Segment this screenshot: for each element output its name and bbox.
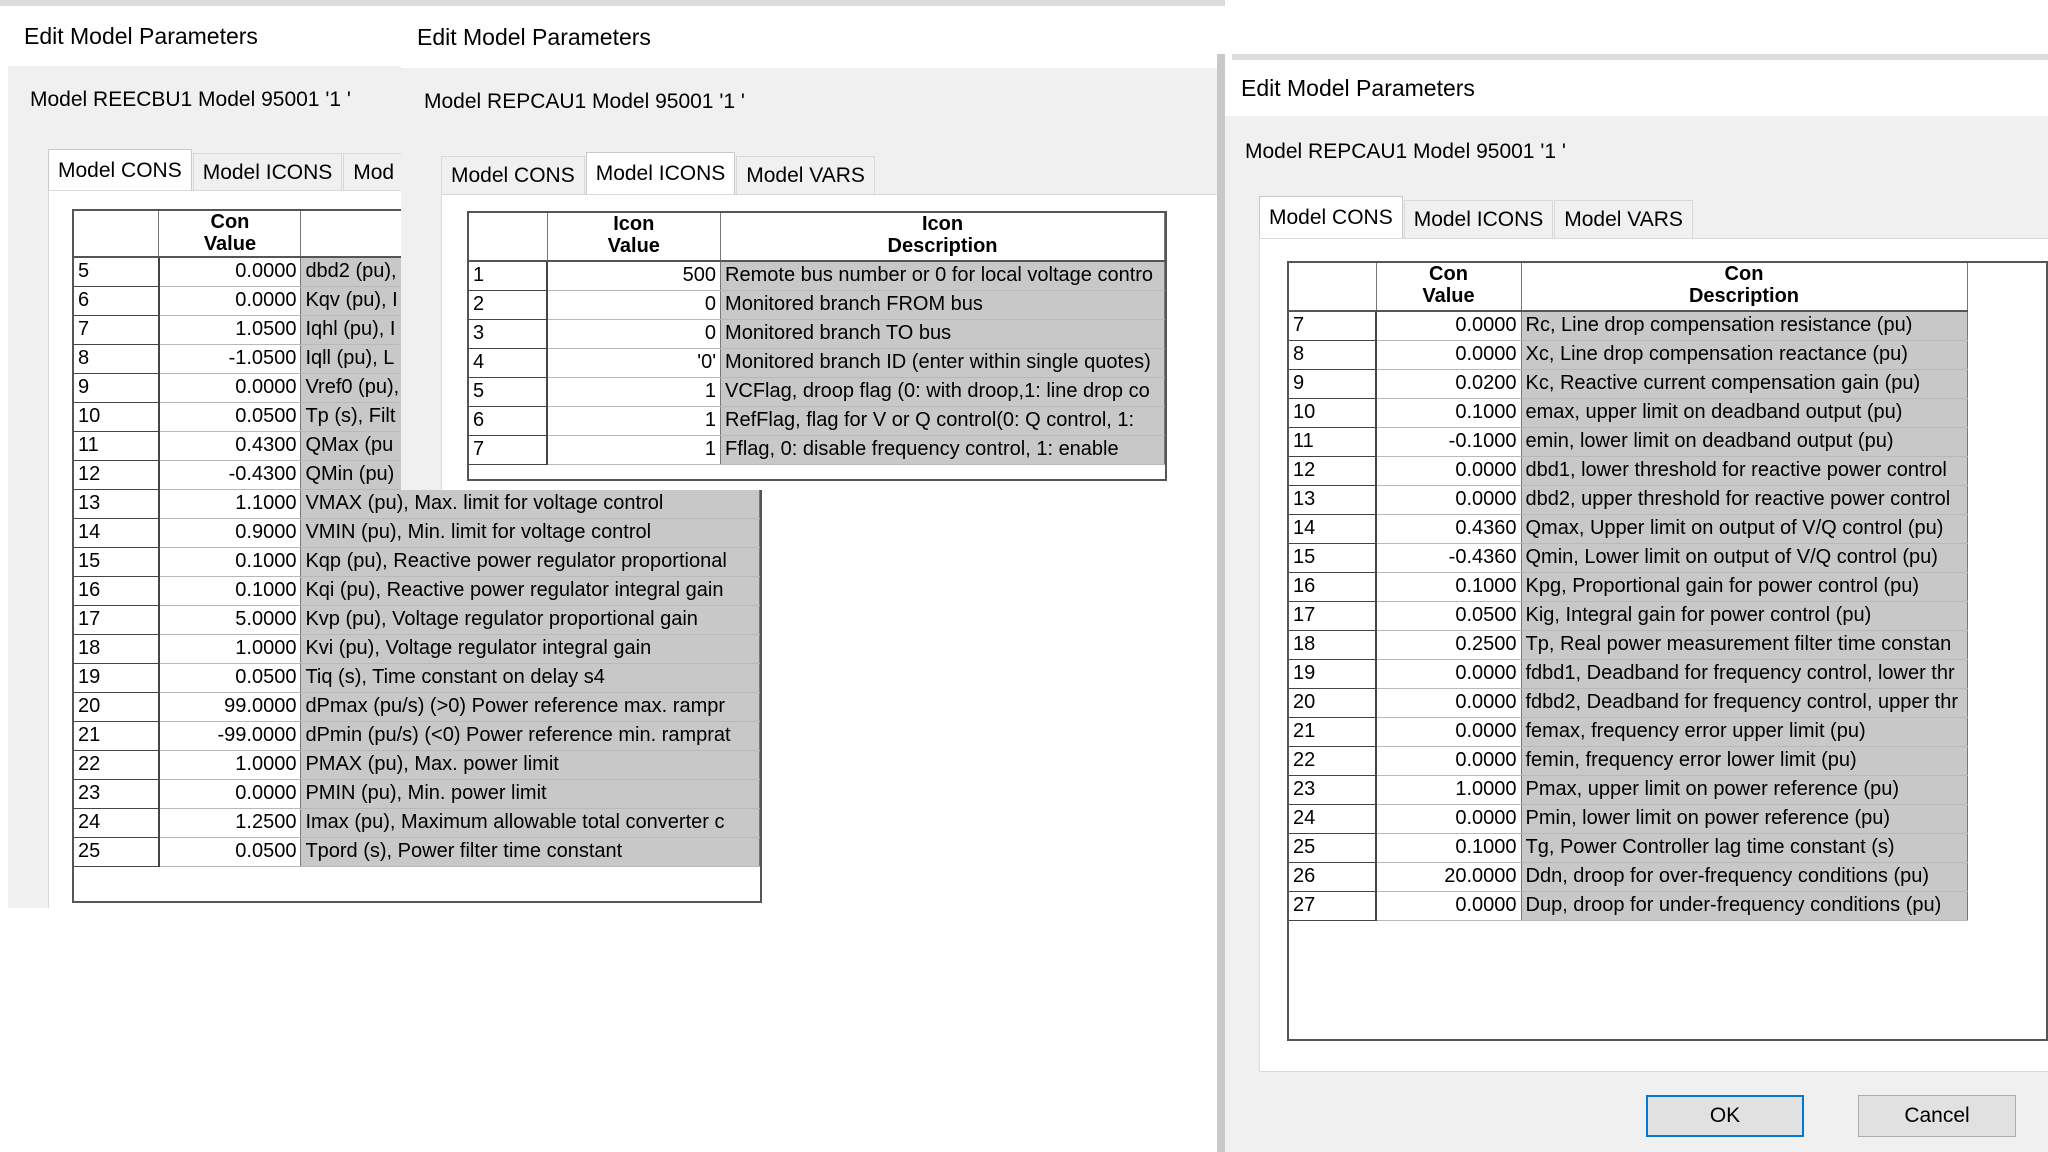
row-number-cell: 5 [469,377,547,406]
description-cell: Fflag, 0: disable frequency control, 1: enable [721,435,1165,464]
description-header: Con Description [1521,263,1967,311]
description-cell: femin, frequency error lower limit (pu) [1521,746,1967,775]
row-number-cell: 11 [74,431,159,460]
table-row[interactable] [1289,717,1967,746]
value-cell[interactable]: 0.0000 [1376,311,1521,340]
tab-model-icons[interactable]: Model ICONS [193,153,343,191]
value-cell[interactable]: 99.0000 [159,692,301,721]
row-number-cell: 3 [469,319,547,348]
value-header: Con Value [1376,263,1521,311]
value-cell[interactable]: 0.1000 [159,547,301,576]
value-cell[interactable]: 0.0000 [1376,746,1521,775]
table-row[interactable] [1289,891,1967,920]
tab-strip [441,152,876,194]
description-cell: fdbd1, Deadband for frequency control, lower thr [1521,659,1967,688]
value-cell[interactable]: 1.0000 [1376,775,1521,804]
row-number-cell: 19 [74,663,159,692]
description-header: Icon Description [721,213,1165,261]
description-cell: Tiq (s), Time constant on delay s4 [301,663,760,692]
table-row[interactable] [74,605,760,634]
value-cell[interactable]: 0.0500 [159,402,301,431]
ok-button[interactable]: OK [1646,1095,1804,1137]
corner-header [469,213,547,261]
value-cell[interactable]: 0.0000 [1376,340,1521,369]
value-cell[interactable]: 20.0000 [1376,862,1521,891]
row-number-cell: 15 [1289,543,1376,572]
dialog-title: Edit Model Parameters [1241,74,1475,101]
value-cell[interactable]: 1.0500 [159,315,301,344]
value-cell[interactable]: 0.4300 [159,431,301,460]
model-line: Model REECBU1 Model 95001 '1 ' [30,88,351,111]
row-number-cell: 10 [74,402,159,431]
description-cell: Tp, Real power measurement filter time constan [1521,630,1967,659]
table-row[interactable] [469,261,1165,290]
value-cell[interactable]: 0.0000 [1376,688,1521,717]
value-cell[interactable]: -0.4360 [1376,543,1521,572]
description-cell: Ddn, droop for over-frequency conditions (pu) [1521,862,1967,891]
value-cell[interactable]: 0 [547,290,720,319]
row-number-cell: 17 [74,605,159,634]
description-cell: Iqhl (pu), I [301,315,760,344]
row-number-cell: 16 [74,576,159,605]
value-cell[interactable]: 0.0000 [1376,659,1521,688]
tab-model-cons[interactable]: Model CONS [441,156,585,194]
tab-strip [48,149,405,191]
row-number-cell: 4 [469,348,547,377]
table-row[interactable] [469,377,1165,406]
table-row[interactable] [74,721,760,750]
description-cell: Monitored branch ID (enter within single quotes) [721,348,1165,377]
description-cell: Kqi (pu), Reactive power regulator integral gain [301,576,760,605]
row-number-cell: 10 [1289,398,1376,427]
table-row[interactable] [469,435,1165,464]
description-cell: Tg, Power Controller lag time constant (s) [1521,833,1967,862]
row-number-cell: 8 [1289,340,1376,369]
tab-model-cons[interactable]: Model CONS [1259,196,1403,238]
description-cell: Kqp (pu), Reactive power regulator proportional [301,547,760,576]
value-cell[interactable]: 0.0200 [1376,369,1521,398]
table-row[interactable] [74,634,760,663]
value-header: Icon Value [547,213,720,261]
table-row[interactable] [1289,804,1967,833]
icons-grid[interactable] [467,211,1167,481]
row-number-cell: 11 [1289,427,1376,456]
tab-model-vars[interactable]: Mod [343,153,404,191]
row-number-cell: 6 [469,406,547,435]
corner-header [74,211,159,257]
description-cell: Tpord (s), Power filter time constant [301,837,760,866]
row-number-cell: 2 [469,290,547,319]
description-cell: Kc, Reactive current compensation gain (pu) [1521,369,1967,398]
value-cell[interactable]: 0.0000 [159,373,301,402]
value-cell[interactable]: 500 [547,261,720,290]
table-row[interactable] [1289,369,1967,398]
description-cell: dbd2 (pu), [301,257,760,286]
table-row[interactable] [74,808,760,837]
value-cell[interactable]: 0.0000 [159,779,301,808]
row-number-cell: 23 [74,779,159,808]
description-cell: dbd2, upper threshold for reactive power control [1521,485,1967,514]
table-row[interactable] [1289,340,1967,369]
value-cell[interactable]: 5.0000 [159,605,301,634]
description-cell: emax, upper limit on deadband output (pu) [1521,398,1967,427]
row-number-cell: 7 [469,435,547,464]
table-row[interactable] [74,518,760,547]
description-cell: dPmax (pu/s) (>0) Power reference max. rampr [301,692,760,721]
table-row[interactable] [1289,311,1967,340]
value-cell[interactable]: '0' [547,348,720,377]
value-cell[interactable]: 0.0000 [1376,804,1521,833]
description-cell: Rc, Line drop compensation resistance (pu) [1521,311,1967,340]
value-cell[interactable]: 1 [547,406,720,435]
value-cell[interactable]: 0.9000 [159,518,301,547]
row-number-cell: 13 [74,489,159,518]
table-row[interactable] [1289,862,1967,891]
row-number-cell: 14 [74,518,159,547]
value-cell[interactable]: -99.0000 [159,721,301,750]
row-number-cell: 20 [1289,688,1376,717]
row-number-cell: 24 [1289,804,1376,833]
row-number-cell: 18 [74,634,159,663]
value-header: Con Value [159,211,301,257]
value-cell[interactable]: 1 [547,435,720,464]
row-number-cell: 26 [1289,862,1376,891]
table-row[interactable] [74,779,760,808]
row-number-cell: 22 [1289,746,1376,775]
description-cell: Imax (pu), Maximum allowable total converter c [301,808,760,837]
tab-model-icons[interactable]: Model ICONS [586,152,736,194]
row-number-cell: 17 [1289,601,1376,630]
description-cell: Kqv (pu), I [301,286,760,315]
description-cell: Kig, Integral gain for power control (pu) [1521,601,1967,630]
value-cell[interactable]: 1 [547,377,720,406]
row-number-cell: 13 [1289,485,1376,514]
table-row[interactable] [469,290,1165,319]
table-row[interactable] [74,750,760,779]
table-row[interactable] [469,348,1165,377]
table-row[interactable] [1289,398,1967,427]
value-cell[interactable]: -0.1000 [1376,427,1521,456]
row-number-cell: 25 [74,837,159,866]
value-cell[interactable]: 0.0500 [159,837,301,866]
tab-model-cons[interactable]: Model CONS [48,149,192,191]
description-cell: Pmin, lower limit on power reference (pu) [1521,804,1967,833]
tab-model-vars[interactable]: Model VARS [1554,200,1693,238]
table-row[interactable] [74,837,760,866]
row-number-cell: 19 [1289,659,1376,688]
table-row[interactable] [1289,746,1967,775]
table-row[interactable] [74,489,760,518]
background-app-edge [1217,54,1225,1152]
title-bar [1225,60,2048,116]
row-number-cell: 24 [74,808,159,837]
middle-dialog [401,6,1217,490]
table-row[interactable] [1289,572,1967,601]
value-cell[interactable]: 0.1000 [1376,833,1521,862]
value-cell[interactable]: 0.1000 [1376,572,1521,601]
table-row[interactable] [1289,601,1967,630]
description-cell: PMIN (pu), Min. power limit [301,779,760,808]
value-cell[interactable]: 0.0500 [159,663,301,692]
table-row[interactable] [1289,427,1967,456]
row-number-cell: 6 [74,286,159,315]
row-number-cell: 18 [1289,630,1376,659]
model-line: Model REPCAU1 Model 95001 '1 ' [424,90,745,113]
description-cell: Qmin, Lower limit on output of V/Q control (pu) [1521,543,1967,572]
description-cell: QMin (pu) [301,460,760,489]
row-number-cell: 8 [74,344,159,373]
row-number-cell: 12 [74,460,159,489]
description-cell: QMax (pu [301,431,760,460]
table-row[interactable] [1289,833,1967,862]
row-number-cell: 5 [74,257,159,286]
description-cell: Remote bus number or 0 for local voltage contro [721,261,1165,290]
row-number-cell: 21 [1289,717,1376,746]
dialog-title: Edit Model Parameters [417,23,651,50]
table-row[interactable] [74,576,760,605]
description-cell: emin, lower limit on deadband output (pu) [1521,427,1967,456]
cancel-button[interactable]: Cancel [1858,1095,2016,1137]
title-bar [401,6,1217,68]
description-cell: Tp (s), Filt [301,402,760,431]
row-number-cell: 16 [1289,572,1376,601]
right-dialog [1225,60,2048,1152]
row-number-cell: 7 [1289,311,1376,340]
table-row[interactable] [469,319,1165,348]
value-cell[interactable]: 0 [547,319,720,348]
table-row[interactable] [1289,485,1967,514]
value-cell[interactable]: 0.0000 [159,257,301,286]
description-cell: RefFlag, flag for V or Q control(0: Q control, 1: [721,406,1165,435]
value-cell[interactable]: 0.0000 [1376,717,1521,746]
description-cell: Pmax, upper limit on power reference (pu) [1521,775,1967,804]
model-line: Model REPCAU1 Model 95001 '1 ' [1245,140,1566,163]
table-row[interactable] [469,406,1165,435]
value-cell[interactable]: -1.0500 [159,344,301,373]
value-cell[interactable]: 0.2500 [1376,630,1521,659]
description-cell: Qmax, Upper limit on output of V/Q control (pu) [1521,514,1967,543]
description-cell: Dup, droop for under-frequency conditions (pu) [1521,891,1967,920]
description-cell: VCFlag, droop flag (0: with droop,1: line drop co [721,377,1165,406]
value-cell[interactable]: -0.4300 [159,460,301,489]
description-cell: PMAX (pu), Max. power limit [301,750,760,779]
row-number-cell: 9 [1289,369,1376,398]
row-number-cell: 27 [1289,891,1376,920]
row-number-cell: 7 [74,315,159,344]
description-cell: dPmin (pu/s) (<0) Power reference min. ramprat [301,721,760,750]
description-cell: Kvp (pu), Voltage regulator proportional gain [301,605,760,634]
table-row[interactable] [1289,630,1967,659]
table-row[interactable] [1289,514,1967,543]
value-cell[interactable]: 1.0000 [159,634,301,663]
value-cell[interactable]: 1.1000 [159,489,301,518]
value-cell[interactable]: 1.0000 [159,750,301,779]
description-cell: Monitored branch TO bus [721,319,1165,348]
description-cell: Xc, Line drop compensation reactance (pu) [1521,340,1967,369]
corner-header [1289,263,1376,311]
description-cell: Monitored branch FROM bus [721,290,1165,319]
table-row[interactable] [74,663,760,692]
value-cell[interactable]: 0.1000 [159,576,301,605]
table-row[interactable] [1289,456,1967,485]
value-cell[interactable]: 0.0000 [1376,456,1521,485]
row-number-cell: 22 [74,750,159,779]
table-row[interactable] [1289,659,1967,688]
tab-model-icons[interactable]: Model ICONS [1404,200,1554,238]
tab-model-vars[interactable]: Model VARS [736,156,875,194]
description-cell: femax, frequency error upper limit (pu) [1521,717,1967,746]
value-cell[interactable]: 0.0500 [1376,601,1521,630]
row-number-cell: 23 [1289,775,1376,804]
value-cell[interactable]: 0.0000 [1376,891,1521,920]
value-cell[interactable]: 0.4360 [1376,514,1521,543]
row-number-cell: 9 [74,373,159,402]
description-cell: Kvi (pu), Voltage regulator integral gain [301,634,760,663]
description-cell: Kpg, Proportional gain for power control (pu) [1521,572,1967,601]
row-number-cell: 1 [469,261,547,290]
cons-grid[interactable] [1287,261,2048,1041]
cons-table [1289,263,1968,921]
value-cell[interactable]: 1.2500 [159,808,301,837]
description-cell: Iqll (pu), L [301,344,760,373]
dialog-title: Edit Model Parameters [24,22,258,49]
description-cell: VMIN (pu), Min. limit for voltage control [301,518,760,547]
value-cell[interactable]: 0.1000 [1376,398,1521,427]
row-number-cell: 12 [1289,456,1376,485]
row-number-cell: 20 [74,692,159,721]
table-row[interactable] [74,692,760,721]
table-row[interactable] [1289,775,1967,804]
row-number-cell: 15 [74,547,159,576]
icons-table [469,213,1165,465]
description-cell: fdbd2, Deadband for frequency control, upper thr [1521,688,1967,717]
description-cell: VMAX (pu), Max. limit for voltage control [301,489,760,518]
value-cell[interactable]: 0.0000 [1376,485,1521,514]
table-row[interactable] [1289,543,1967,572]
row-number-cell: 14 [1289,514,1376,543]
value-cell[interactable]: 0.0000 [159,286,301,315]
tab-strip [1259,196,1694,238]
table-row[interactable] [74,547,760,576]
description-cell: Vref0 (pu), [301,373,760,402]
description-cell: dbd1, lower threshold for reactive power control [1521,456,1967,485]
row-number-cell: 21 [74,721,159,750]
row-number-cell: 25 [1289,833,1376,862]
table-row[interactable] [1289,688,1967,717]
